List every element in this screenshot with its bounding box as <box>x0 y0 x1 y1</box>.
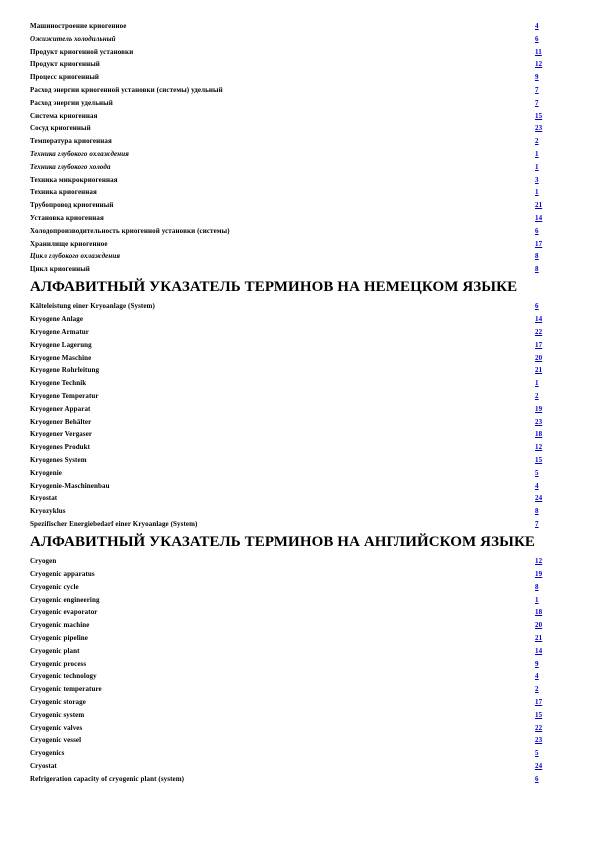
index-entry <box>30 518 550 531</box>
index-term: Kryostat <box>30 494 58 503</box>
index-entry <box>30 97 550 110</box>
index-term: Расход энергии криогенной установки (системы) удельный <box>30 85 223 94</box>
index-entry <box>30 722 550 735</box>
index-term: Kryogene Rohrleitung <box>30 366 100 375</box>
index-term: Kryogene Anlage <box>30 315 84 324</box>
german-index-heading: АЛФАВИТНЫЙ УКАЗАТЕЛЬ ТЕРМИНОВ НА НЕМЕЦКОМ ЯЗЫКЕ <box>30 278 518 295</box>
page-number-link[interactable]: 23 <box>535 736 543 745</box>
index-entry <box>30 84 550 97</box>
index-term: Cryogenic storage <box>30 698 86 707</box>
index-entry <box>30 186 550 199</box>
index-entry <box>30 632 550 645</box>
page-number-link[interactable]: 2 <box>535 685 539 694</box>
page-number-link[interactable]: 1 <box>535 188 539 197</box>
index-entry <box>30 480 550 493</box>
page-number-link[interactable]: 24 <box>535 762 543 771</box>
page-number-link[interactable]: 6 <box>535 34 539 43</box>
page-number-link[interactable]: 18 <box>535 430 543 439</box>
index-term: Продукт криогенной установки <box>30 47 134 56</box>
index-entry <box>30 122 550 135</box>
page-number-link[interactable]: 4 <box>535 481 539 490</box>
index-term: Kryogene Technik <box>30 379 87 388</box>
index-term: Refrigeration capacity of cryogenic plant (system) <box>30 774 185 783</box>
page-number-link[interactable]: 6 <box>535 302 539 311</box>
index-entry <box>30 110 550 123</box>
page-number-link[interactable]: 2 <box>535 392 539 401</box>
page-number-link[interactable]: 21 <box>535 366 543 375</box>
index-entry <box>30 734 550 747</box>
index-term: Cryogenic vessel <box>30 736 82 745</box>
page-number-link[interactable]: 6 <box>535 774 539 783</box>
index-entry <box>30 416 550 429</box>
page-number-link[interactable]: 8 <box>535 582 539 591</box>
page-number-link[interactable]: 14 <box>535 213 543 222</box>
index-entry <box>30 428 550 441</box>
index-term: Spezifischer Energiebedarf einer Kryoanlage (System) <box>30 519 198 528</box>
page-number-link[interactable]: 17 <box>535 698 543 707</box>
index-term: Kryozyklus <box>30 507 66 516</box>
index-term: Техника глубокого охлаждения <box>30 149 129 158</box>
index-entry <box>30 505 550 518</box>
page-number-link[interactable]: 3 <box>535 175 539 184</box>
index-term: Cryogenic technology <box>30 672 97 681</box>
index-term: Kryogene Temperatur <box>30 392 99 401</box>
index-term: Хранилище криогенное <box>30 239 108 248</box>
page-number-link[interactable]: 9 <box>535 659 539 668</box>
index-entry <box>30 492 550 505</box>
index-entry <box>30 174 550 187</box>
page-number-link[interactable]: 24 <box>535 494 543 503</box>
page-number-link[interactable]: 20 <box>535 621 543 630</box>
page-number-link[interactable]: 22 <box>535 328 543 337</box>
page-number-link[interactable]: 19 <box>535 570 543 579</box>
page-number-link[interactable]: 14 <box>535 646 543 655</box>
page-number-link[interactable]: 2 <box>535 137 539 146</box>
page-number-link[interactable]: 17 <box>535 239 543 248</box>
index-entry <box>30 313 550 326</box>
document-page <box>30 20 550 786</box>
index-entry <box>30 339 550 352</box>
index-term: Cryogenic process <box>30 659 87 668</box>
index-term: Cryostat <box>30 762 57 771</box>
index-entry <box>30 58 550 71</box>
index-entry <box>30 326 550 339</box>
index-entry <box>30 403 550 416</box>
english-index-list <box>30 555 550 785</box>
index-term: Продукт криогенный <box>30 60 100 69</box>
index-term: Установка криогенная <box>30 213 104 222</box>
index-term: Kryogenes Produkt <box>30 443 91 452</box>
index-term: Сосуд криогенный <box>30 124 91 133</box>
index-entry <box>30 71 550 84</box>
index-entry <box>30 670 550 683</box>
index-entry <box>30 390 550 403</box>
index-term: Kryogenie <box>30 468 63 477</box>
index-term: Cryogenic apparatus <box>30 570 95 579</box>
index-entry <box>30 161 550 174</box>
page-number-link[interactable]: 8 <box>535 507 539 516</box>
index-entry <box>30 263 550 276</box>
index-term: Cryogenic system <box>30 710 85 719</box>
page-number-link[interactable]: 23 <box>535 124 543 133</box>
index-entry <box>30 747 550 760</box>
index-term: Kryogenie-Maschinenbau <box>30 481 110 490</box>
page-number-link[interactable]: 11 <box>535 47 542 56</box>
index-term: Kryogene Lagerung <box>30 340 92 349</box>
page-number-link[interactable]: 5 <box>535 749 539 758</box>
index-entry <box>30 645 550 658</box>
page-number-link[interactable]: 17 <box>535 340 543 349</box>
index-term: Холодопроизводительность криогенной установки (системы) <box>30 226 230 235</box>
page-number-link[interactable]: 4 <box>535 672 539 681</box>
index-entry <box>30 606 550 619</box>
index-entry <box>30 594 550 607</box>
index-term: Техника глубокого холода <box>30 162 111 171</box>
page-number-link[interactable]: 22 <box>535 723 543 732</box>
page-number-link[interactable]: 19 <box>535 404 543 413</box>
index-entry <box>30 212 550 225</box>
page-number-link[interactable]: 7 <box>535 85 539 94</box>
index-term: Cryogenics <box>30 749 65 758</box>
page-number-link[interactable]: 12 <box>535 557 543 566</box>
index-term: Cryogenic valves <box>30 723 83 732</box>
index-term: Cryogenic cycle <box>30 582 79 591</box>
page-number-link[interactable]: 1 <box>535 162 539 171</box>
index-entry <box>30 773 550 786</box>
index-term: Cryogenic evaporator <box>30 608 98 617</box>
index-term: Цикл глубокого охлаждения <box>30 252 121 261</box>
page-number-link[interactable]: 18 <box>535 608 543 617</box>
index-term: Kälteleistung einer Kryoanlage (System) <box>30 302 155 311</box>
page-number-link[interactable]: 14 <box>535 315 543 324</box>
page-number-link[interactable]: 21 <box>535 634 543 643</box>
english-index-heading: АЛФАВИТНЫЙ УКАЗАТЕЛЬ ТЕРМИНОВ НА АНГЛИЙСКОМ ЯЗЫКЕ <box>30 533 536 550</box>
index-term: Cryogenic temperature <box>30 685 102 694</box>
index-entry <box>30 454 550 467</box>
page-number-link[interactable]: 8 <box>535 252 539 261</box>
index-term: Цикл криогенный <box>30 265 90 274</box>
page-number-link[interactable]: 6 <box>535 226 539 235</box>
page-number-link[interactable]: 1 <box>535 595 539 604</box>
page-number-link[interactable]: 9 <box>535 73 539 82</box>
index-entry <box>30 364 550 377</box>
page-number-link[interactable]: 15 <box>535 710 543 719</box>
index-entry <box>30 238 550 251</box>
index-term: Процесс криогенный <box>30 73 100 82</box>
index-entry <box>30 250 550 263</box>
page-number-link[interactable]: 7 <box>535 519 539 528</box>
index-term: Kryogene Maschine <box>30 353 92 362</box>
index-term: Техника микрокриогенная <box>30 175 118 184</box>
index-term: Cryogen <box>30 557 57 566</box>
index-term: Kryogener Behälter <box>30 417 92 426</box>
index-entry <box>30 581 550 594</box>
index-entry <box>30 658 550 671</box>
index-entry <box>30 377 550 390</box>
index-entry <box>30 568 550 581</box>
page-number-link[interactable]: 12 <box>535 60 543 69</box>
page-number-link[interactable]: 15 <box>535 111 543 120</box>
index-term: Cryogenic engineering <box>30 595 100 604</box>
page-number-link[interactable]: 7 <box>535 98 539 107</box>
page-number-link[interactable]: 1 <box>535 149 539 158</box>
index-entry <box>30 352 550 365</box>
index-entry <box>30 619 550 632</box>
index-term: Ожижитель холодильный <box>30 34 116 43</box>
page-number-link[interactable]: 5 <box>535 468 539 477</box>
index-term: Техника криогенная <box>30 188 97 197</box>
german-index-list <box>30 300 550 530</box>
page-number-link[interactable]: 4 <box>535 22 539 30</box>
index-entry <box>30 760 550 773</box>
index-entry <box>30 696 550 709</box>
index-entry <box>30 709 550 722</box>
index-term: Расход энергии удельный <box>30 98 113 107</box>
index-term: Kryogener Vergaser <box>30 430 93 439</box>
index-term: Kryogene Armatur <box>30 328 89 337</box>
index-entry <box>30 467 550 480</box>
index-entry <box>30 555 550 568</box>
index-entry <box>30 135 550 148</box>
index-entry <box>30 199 550 212</box>
index-term: Cryogenic plant <box>30 646 80 655</box>
page-number-link[interactable]: 21 <box>535 201 543 210</box>
index-entry <box>30 33 550 46</box>
index-term: Cryogenic machine <box>30 621 90 630</box>
page-number-link[interactable]: 20 <box>535 353 543 362</box>
index-entry <box>30 46 550 59</box>
page-number-link[interactable]: 23 <box>535 417 543 426</box>
index-entry <box>30 441 550 454</box>
index-entry <box>30 300 550 313</box>
index-term: Трубопровод криогенный <box>30 201 114 210</box>
index-term: Машиностроение криогенное <box>30 22 127 30</box>
index-term: Система криогенная <box>30 111 98 120</box>
index-term: Kryogener Apparat <box>30 404 91 413</box>
page-number-link[interactable]: 12 <box>535 443 543 452</box>
index-term: Cryogenic pipeline <box>30 634 88 643</box>
index-term: Kryogenes System <box>30 456 87 464</box>
russian-index-list <box>30 20 550 276</box>
index-entry <box>30 683 550 696</box>
index-entry <box>30 148 550 161</box>
index-term: Температура криогенная <box>30 137 112 146</box>
index-entry <box>30 20 550 33</box>
index-entry <box>30 225 550 238</box>
page-number-link[interactable]: 15 <box>535 456 543 464</box>
page-number-link[interactable]: 8 <box>535 265 539 274</box>
page-number-link[interactable]: 1 <box>535 379 539 388</box>
